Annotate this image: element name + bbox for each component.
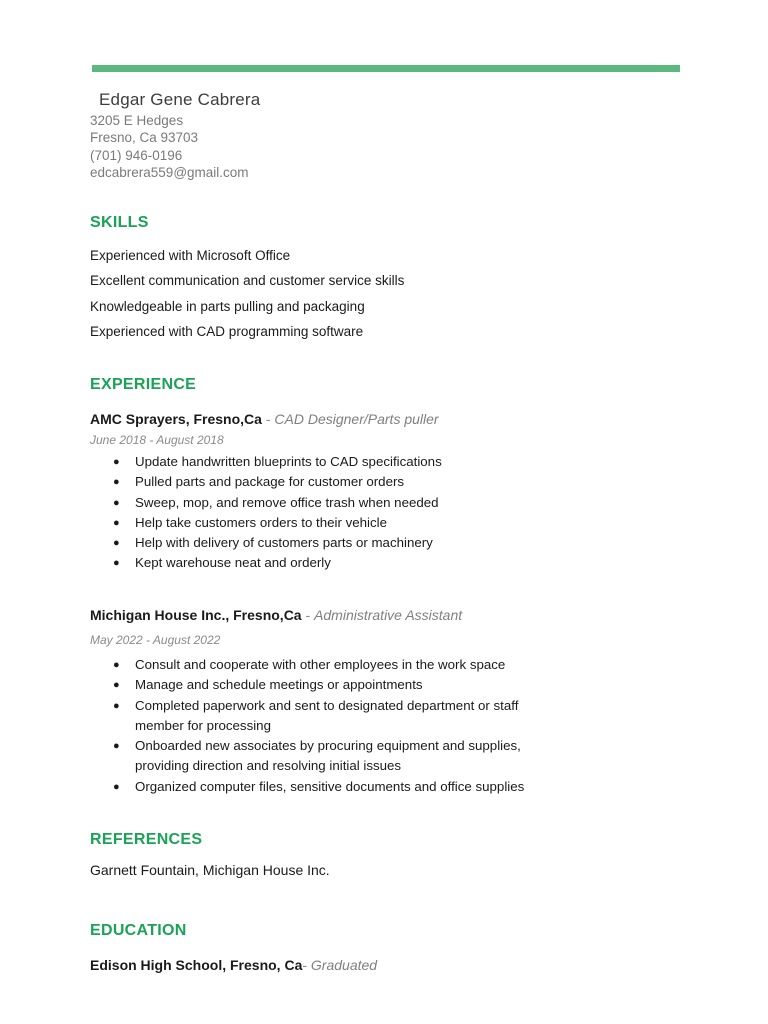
education-separator: - (302, 957, 311, 973)
skill-item: Experienced with CAD programming software (90, 324, 364, 339)
list-item (90, 777, 550, 797)
bullet-icon: ● (113, 456, 120, 468)
bullet-icon: ● (113, 516, 120, 529)
list-item (90, 493, 550, 513)
phone-number: (701) 946-0196 (90, 147, 183, 163)
job-company: AMC Sprayers, Fresno,Ca (90, 411, 262, 427)
duty-text: Sweep, mop, and remove office trash when needed (135, 494, 439, 510)
bullet-icon: ● (113, 679, 120, 692)
address-line-1: 3205 E Hedges (90, 113, 184, 128)
skills-heading: SKILLS (90, 214, 149, 231)
job-duties-list (90, 452, 550, 574)
list-item (90, 553, 550, 573)
job-separator: - (301, 607, 315, 623)
bullet-icon: ● (113, 740, 120, 753)
job-company: Michigan House Inc., Fresno,Ca (90, 607, 302, 623)
duty-text: Kept warehouse neat and orderly (135, 555, 331, 571)
top-accent-bar (92, 65, 680, 72)
experience-heading: EXPERIENCE (90, 376, 197, 393)
bullet-icon: ● (113, 557, 120, 570)
contact-block (90, 112, 249, 181)
list-item (90, 472, 550, 492)
duty-text: Completed paperwork and sent to designated department or staff member for processing (135, 697, 519, 733)
duty-text: Organized computer files, sensitive documents and office supplies (135, 778, 525, 794)
list-item (90, 655, 550, 675)
bullet-icon: ● (113, 496, 120, 509)
job-separator: - (261, 411, 275, 427)
education-entry (90, 957, 377, 973)
skill-item: Knowledgeable in parts pulling and packaging (90, 299, 365, 314)
job-dates: May 2022 - August 2022 (90, 633, 221, 647)
bullet-icon: ● (113, 659, 120, 671)
bullet-icon: ● (113, 476, 120, 489)
list-item (90, 513, 550, 533)
duty-text: Consult and cooperate with other employees in the work space (135, 657, 506, 672)
job-duties-list (90, 655, 550, 797)
list-item (90, 533, 550, 553)
list-item (90, 675, 550, 695)
job-dates: June 2018 - August 2018 (90, 433, 224, 447)
skill-item: Experienced with Microsoft Office (90, 248, 291, 263)
bullet-icon: ● (113, 699, 120, 712)
education-status: Graduated (310, 957, 378, 973)
bullet-icon: ● (113, 780, 120, 793)
skill-item: Excellent communication and customer service skills (90, 273, 405, 288)
job-title-line (90, 607, 462, 623)
candidate-name: Edgar Gene Cabrera (99, 90, 261, 109)
bullet-icon: ● (113, 537, 120, 550)
duty-text: Update handwritten blueprints to CAD specifications (135, 454, 442, 469)
list-item (90, 696, 550, 737)
list-item (90, 452, 550, 472)
job-role: Administrative Assistant (314, 607, 463, 623)
references-heading: REFERENCES (90, 831, 203, 848)
duty-text: Help with delivery of customers parts or machinery (135, 535, 433, 551)
job-title-line (90, 411, 439, 427)
email-address: edcabrera559@gmail.com (90, 164, 249, 180)
job-role: CAD Designer/Parts puller (274, 411, 439, 427)
reference-entry: Garnett Fountain, Michigan House Inc. (90, 862, 330, 878)
duty-text: Manage and schedule meetings or appointments (135, 677, 423, 693)
school-name: Edison High School, Fresno, Ca (90, 957, 303, 973)
duty-text: Pulled parts and package for customer orders (135, 474, 405, 490)
list-item (90, 736, 550, 777)
education-heading: EDUCATION (90, 922, 187, 939)
address-line-2: Fresno, Ca 93703 (90, 130, 199, 146)
duty-text: Help take customers orders to their vehicle (135, 514, 388, 530)
duty-text: Onboarded new associates by procuring equipment and supplies, providing direction and resolving initial issues (135, 738, 521, 774)
